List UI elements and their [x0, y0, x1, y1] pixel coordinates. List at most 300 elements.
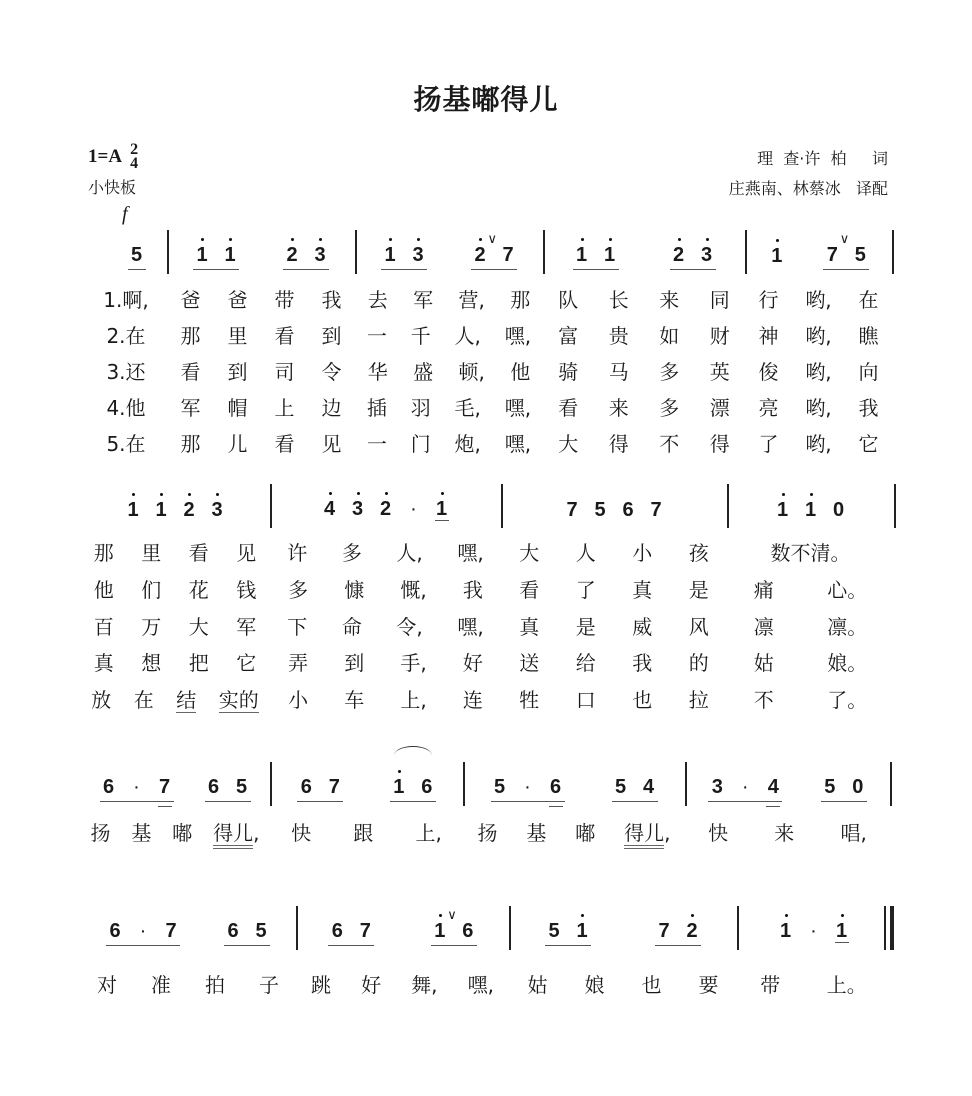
- lyric-measure: [501, 615, 727, 639]
- note-digit: 2: [672, 244, 685, 266]
- lyric-syllable: 给: [575, 651, 596, 675]
- lyric-syllable: 风: [688, 615, 709, 639]
- note: [575, 920, 589, 942]
- lyric-syllable: 嘿,: [457, 541, 484, 565]
- lyric-measure: [270, 541, 501, 565]
- note: [807, 920, 821, 943]
- lyric-syllable: 子: [259, 973, 279, 997]
- lyric-syllable: 上,: [400, 688, 427, 712]
- lyric-measure: [80, 615, 270, 639]
- lyric-syllable: 俊: [758, 360, 779, 384]
- note-digit: 1: [435, 498, 448, 520]
- lyric-measure: [463, 821, 685, 845]
- lyric-measure: [85, 432, 167, 456]
- note-digit: 7: [650, 499, 662, 521]
- note: [330, 920, 344, 942]
- lyricist-credit: 理 查·许 柏 词: [757, 149, 888, 168]
- lyric-measure: [727, 541, 894, 565]
- lyric-syllable: 去: [367, 288, 388, 312]
- lyric-syllable: 看: [274, 432, 295, 456]
- lyric-syllable: 它: [236, 651, 257, 675]
- note-digit: 3: [711, 776, 723, 798]
- lyric-syllable: 看: [180, 360, 201, 384]
- lyric-syllable: 送: [519, 651, 540, 675]
- note: [547, 920, 561, 942]
- note: [672, 244, 686, 266]
- lyric-measure: [745, 360, 892, 384]
- lyric-syllable: 真: [632, 578, 653, 602]
- note-digit: 1: [576, 920, 588, 942]
- lyric-syllable: 哟,: [805, 288, 832, 312]
- lyric-syllable: [219, 688, 259, 712]
- note-digit: 0: [832, 499, 845, 521]
- lyric-syllable: 那: [180, 432, 201, 456]
- lyric-syllable: 嘟: [172, 821, 193, 845]
- barline: [737, 906, 739, 950]
- beam-group: [106, 920, 180, 946]
- measure: [84, 770, 266, 802]
- lyric-syllable: 来: [774, 821, 795, 845]
- lyric-syllable: 也: [632, 688, 653, 712]
- lyric-syllable: 他: [93, 578, 114, 602]
- lyric-syllable: 我: [632, 651, 653, 675]
- lyric-syllable: 把: [188, 651, 209, 675]
- time-signature-bottom: 4: [130, 155, 139, 172]
- note-digit: ·: [139, 920, 147, 942]
- note-digit: 1: [603, 244, 616, 266]
- beam-group: [321, 498, 451, 524]
- lyric-syllable: 4.他: [106, 396, 146, 420]
- note-digit: ·: [741, 776, 749, 798]
- lyric-syllable: 令: [321, 360, 342, 384]
- lyric-syllable: 人: [575, 541, 596, 565]
- lyric-syllable: 2.在: [106, 324, 146, 348]
- lyric-syllable: 的: [688, 651, 709, 675]
- lyric-syllable: 看: [519, 578, 540, 602]
- lyric-syllable: 扬: [90, 821, 111, 845]
- measure: [274, 770, 459, 802]
- lyric-measure: [80, 973, 296, 997]
- beam-group: [193, 244, 239, 270]
- lyric-measure: [80, 821, 270, 845]
- lyric-syllable: 娘。: [827, 651, 868, 675]
- note: [130, 244, 144, 266]
- lyric-syllable: 来: [659, 288, 680, 312]
- note: [521, 776, 535, 798]
- lyric-measure: [167, 288, 355, 312]
- lyric-measure: [543, 432, 745, 456]
- note-digit: 1: [127, 499, 139, 521]
- lyric-syllable: 在: [133, 688, 154, 712]
- beam-group: [777, 920, 851, 946]
- beam-group: [655, 920, 701, 946]
- measure: [689, 770, 886, 802]
- lyric-measure: [296, 973, 509, 997]
- beam-group: [774, 499, 848, 524]
- lyric-syllable: 5.在: [106, 432, 146, 456]
- dynamic-marking: f: [122, 203, 128, 225]
- lyric-syllable: 看: [558, 396, 579, 420]
- lyric-syllable: 多: [659, 396, 680, 420]
- note: [407, 498, 421, 521]
- lyric-syllable: 真: [519, 615, 540, 639]
- lyric-syllable: 嘿,: [504, 432, 532, 456]
- note: [313, 244, 327, 266]
- note-digit: 1: [155, 499, 167, 521]
- note-digit: 5: [130, 244, 143, 266]
- lyric-syllable: 许: [287, 541, 308, 565]
- barline: [270, 484, 272, 528]
- lyric-syllable: 哟,: [805, 396, 832, 420]
- lyric-measure: [543, 396, 745, 420]
- note-digit: 6: [462, 920, 474, 942]
- measure: [741, 914, 886, 946]
- note: [649, 499, 663, 521]
- lyric-measure: [543, 360, 745, 384]
- note: [383, 244, 397, 266]
- note: [642, 776, 656, 798]
- lyric-syllable: 哟,: [805, 432, 832, 456]
- barline: [727, 484, 729, 528]
- note-digit: 7: [658, 920, 670, 942]
- beam-group: [823, 231, 869, 270]
- lyric-measure: [727, 651, 894, 675]
- note-digit: 3: [351, 498, 364, 520]
- note: [603, 244, 617, 266]
- measure: [171, 238, 351, 270]
- lyric-syllable: 嘿,: [504, 324, 532, 348]
- barline: [270, 762, 272, 806]
- lyric-measure: [745, 324, 892, 348]
- lyric-measure: [355, 432, 543, 456]
- lyric-syllable: 炮,: [454, 432, 481, 456]
- beam-group: [545, 920, 591, 946]
- lyric-syllable: 对: [97, 973, 117, 997]
- lyric-syllable: 凛。: [827, 615, 868, 639]
- note: [126, 499, 140, 521]
- time-signature-top: 2: [130, 141, 139, 158]
- lyric-syllable: 小: [632, 541, 653, 565]
- lyric-syllable: 我: [462, 578, 483, 602]
- note: [825, 231, 850, 266]
- lyric-syllable: 放: [91, 688, 112, 712]
- lyric-syllable: 上: [274, 396, 295, 420]
- lyric-syllable: 命: [341, 615, 362, 639]
- lyric-syllable: 痛: [753, 578, 774, 602]
- note: [379, 498, 393, 521]
- lyric-syllable: 了。: [827, 688, 868, 712]
- lyric-syllable: 万: [141, 615, 162, 639]
- barline: [894, 484, 896, 528]
- note: [195, 244, 209, 266]
- lyric-syllable: 小: [288, 688, 309, 712]
- lyric-syllable: 弄: [288, 651, 309, 675]
- note-digit: 5: [824, 776, 836, 798]
- lyric-syllable: 车: [344, 688, 365, 712]
- lyric-syllable: 儿: [227, 432, 248, 456]
- lyric-syllable: 马: [608, 360, 629, 384]
- lyric-punctuation: ,: [253, 821, 260, 845]
- note: [358, 920, 372, 942]
- beam-group: [431, 907, 477, 946]
- note-digit: 1: [776, 499, 789, 521]
- barline: [355, 230, 357, 274]
- final-barline: [890, 906, 894, 950]
- lyric-syllable: 唱,: [840, 821, 867, 845]
- beam-group: [471, 231, 517, 270]
- lyric-underlined: 得儿: [624, 821, 664, 849]
- lyric-syllable: 嘿,: [457, 615, 484, 639]
- lyric-syllable: 上。: [826, 973, 867, 997]
- lyric-measure: [737, 973, 890, 997]
- lyric-syllable: 们: [141, 578, 162, 602]
- note: [235, 776, 249, 798]
- lyric-syllable: 不: [659, 432, 680, 456]
- lyric-syllable: 司: [274, 360, 295, 384]
- lyric-syllable: 顿,: [458, 360, 485, 384]
- lyric-syllable: 那: [510, 288, 531, 312]
- lyric-syllable: 骑: [558, 360, 579, 384]
- barline: [463, 762, 465, 806]
- lyric-punctuation: ,: [664, 821, 671, 845]
- lyric-syllable: 富: [558, 324, 579, 348]
- breath-mark-icon: ∨: [487, 231, 497, 246]
- lyric-syllable: 姑: [753, 651, 774, 675]
- lyric-measure: [85, 396, 167, 420]
- barline: [890, 762, 892, 806]
- lyric-syllable: 凛: [753, 615, 774, 639]
- note: [770, 245, 784, 267]
- note-digit: 5: [548, 920, 560, 942]
- note-digit: ·: [524, 776, 531, 798]
- lyric-syllable: 拍: [205, 973, 225, 997]
- note: [351, 498, 365, 521]
- lyric-syllable: 舞,: [411, 973, 438, 997]
- lyric-syllable: 他: [510, 360, 531, 384]
- note: [575, 244, 589, 266]
- lyric-syllable: 跟: [353, 821, 374, 845]
- lyric-syllable: 威: [632, 615, 653, 639]
- note-digit: 1: [779, 920, 792, 942]
- lyric-syllable: 口: [575, 688, 596, 712]
- lyric-syllable: 手,: [400, 651, 427, 675]
- lyric-measure: [270, 651, 501, 675]
- note-digit: ·: [810, 920, 817, 942]
- lyric-syllable: 看: [274, 324, 295, 348]
- note: [804, 499, 818, 521]
- lyric-measure: [167, 324, 355, 348]
- lyric-measure: [745, 396, 892, 420]
- note: [411, 244, 425, 266]
- note: [779, 920, 793, 943]
- lyric-measure: [167, 396, 355, 420]
- note: [710, 776, 724, 798]
- lyric-syllable: 娘: [584, 973, 605, 997]
- lyric-syllable: 拉: [688, 688, 709, 712]
- lyric-measure: [355, 396, 543, 420]
- lyric-syllable: 到: [321, 324, 342, 348]
- lyric-syllable: 嘟: [575, 821, 596, 845]
- lyric-measure: [355, 324, 543, 348]
- lyric-measure: [167, 432, 355, 456]
- lyric-syllable: 慷: [344, 578, 365, 602]
- note-digit: 1: [434, 920, 446, 942]
- beam-group: [100, 776, 174, 802]
- lyric-syllable: 1.啊,: [103, 288, 149, 312]
- beam-group: [670, 244, 716, 270]
- lyric-syllable: 来: [608, 396, 629, 420]
- lyric-syllable: 大: [558, 432, 579, 456]
- lyric-syllable: 3.还: [106, 360, 146, 384]
- lyric-syllable: 哟,: [805, 324, 832, 348]
- lyric-syllable: 贵: [608, 324, 629, 348]
- note-digit: 2: [286, 244, 298, 266]
- lyric-measure: [355, 360, 543, 384]
- lyric-syllable: 想: [141, 651, 162, 675]
- note-digit: 1: [835, 920, 848, 942]
- note-digit: 7: [158, 776, 171, 798]
- measure: [110, 238, 163, 270]
- note-digit: 6: [331, 920, 343, 942]
- note-digit: 6: [207, 776, 220, 798]
- lyric-syllable: 财: [709, 324, 730, 348]
- lyric-syllable: 同: [709, 288, 730, 312]
- note-digit: 3: [700, 244, 713, 266]
- tempo-marking: 小快板: [88, 178, 137, 197]
- note-digit: 5: [235, 776, 248, 798]
- beam-group: [381, 244, 427, 270]
- measure: [513, 914, 733, 946]
- lyric-syllable: 向: [858, 360, 879, 384]
- lyric-syllable: 连: [462, 688, 483, 712]
- note-digit: 6: [227, 920, 239, 942]
- lyric-measure: [501, 651, 727, 675]
- note: [435, 498, 449, 521]
- lyric-syllable: 快: [291, 821, 312, 845]
- note: [823, 776, 837, 798]
- translator-credit: 庄燕南、林蔡冰 译配: [728, 179, 888, 198]
- lyric-measure: [85, 324, 167, 348]
- note-digit: 6: [109, 920, 121, 942]
- lyric-syllable: 孩: [688, 541, 709, 565]
- lyric-syllable: 里: [141, 541, 162, 565]
- note: [226, 920, 240, 942]
- lyric-underlined: 得儿: [213, 821, 253, 849]
- lyric-syllable: 大: [188, 615, 209, 639]
- lyric-syllable: 牲: [519, 688, 540, 712]
- lyric-measure: [727, 578, 894, 602]
- lyric-measure: [501, 688, 727, 712]
- lyric-syllable: 快: [708, 821, 729, 845]
- note-digit: 2: [379, 498, 392, 520]
- lyric-syllable: 那: [180, 324, 201, 348]
- lyric-measure: [685, 821, 890, 845]
- note: [154, 499, 168, 521]
- note-digit: 5: [614, 776, 627, 798]
- lyric-syllable: 令,: [396, 615, 423, 639]
- beam-group: [573, 244, 619, 270]
- note-digit: ·: [133, 776, 140, 798]
- lyric-syllable: 多: [341, 541, 362, 565]
- lyric-measure: [501, 541, 727, 565]
- lyric-syllable: 里: [227, 324, 248, 348]
- note-digit: 4: [642, 776, 655, 798]
- song-title: 扬基嘟得儿: [413, 83, 559, 116]
- beam-group: [821, 776, 867, 802]
- lyric-syllable: 大: [519, 541, 540, 565]
- lyric-syllable: 也: [641, 973, 662, 997]
- lyric-syllable: 队: [558, 288, 579, 312]
- breath-mark-icon: ∨: [839, 231, 850, 246]
- breath-mark-icon: ∨: [447, 907, 457, 922]
- note-digit: 4: [323, 498, 336, 520]
- lyric-syllable: 嘿,: [504, 396, 532, 420]
- note: [766, 776, 780, 798]
- note-digit: 1: [224, 244, 236, 266]
- beam-group: [224, 920, 270, 946]
- lyric-syllable: 千: [410, 324, 431, 348]
- lyric-syllable: 营,: [458, 288, 485, 312]
- lyric-measure: [80, 541, 270, 565]
- measure: [547, 238, 741, 270]
- note-digit: 1: [771, 245, 783, 267]
- lyric-syllable: 基: [131, 821, 152, 845]
- lyric-measure: [80, 688, 270, 712]
- note-digit: 5: [854, 244, 866, 266]
- lyric-measure: [543, 288, 745, 312]
- note: [853, 244, 867, 266]
- lyric-syllable: 帽: [227, 396, 248, 420]
- key-label: 1=A: [88, 146, 123, 167]
- lyric-syllable: 毛,: [454, 396, 481, 420]
- note-digit: 1: [804, 499, 817, 521]
- note-digit: 0: [852, 776, 864, 798]
- lyric-syllable: 数不清。: [770, 541, 851, 565]
- lyric-syllable: 英: [709, 360, 730, 384]
- barline: [892, 230, 894, 274]
- beam-group: [491, 776, 565, 802]
- note: [102, 776, 116, 798]
- note: [832, 499, 846, 521]
- key-signature: [88, 143, 138, 171]
- note: [473, 231, 497, 266]
- measure: [84, 492, 266, 524]
- note: [738, 776, 752, 798]
- lyric-syllable: 准: [151, 973, 171, 997]
- note: [614, 776, 628, 798]
- note-digit: 7: [328, 776, 340, 798]
- slur-mark: [394, 746, 432, 765]
- lyric-measure: [270, 615, 501, 639]
- lyric-syllable: 行: [758, 288, 779, 312]
- lyric-syllable: 人,: [454, 324, 481, 348]
- lyric-syllable: 心。: [827, 578, 868, 602]
- lyric-measure: [745, 432, 892, 456]
- lyric-syllable: 一: [366, 432, 387, 456]
- barline: [543, 230, 545, 274]
- lyric-measure: [727, 688, 894, 712]
- lyric-measure: [80, 651, 270, 675]
- lyric-syllable: 多: [659, 360, 680, 384]
- note-digit: 6: [549, 776, 562, 798]
- lyric-syllable: 那: [93, 541, 114, 565]
- note: [164, 920, 178, 942]
- note: [323, 498, 337, 521]
- measure: [359, 231, 539, 270]
- lyric-syllable: 到: [344, 651, 365, 675]
- lyric-syllable: 人,: [396, 541, 423, 565]
- lyric-syllable: 如: [659, 324, 680, 348]
